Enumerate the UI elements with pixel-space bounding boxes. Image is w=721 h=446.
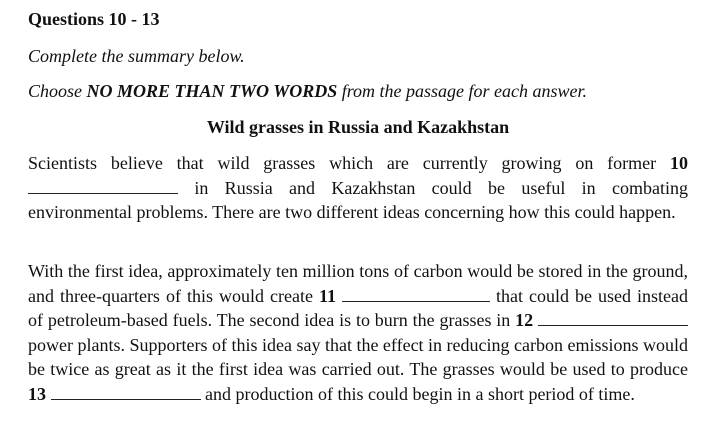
paragraph-1-text-a: Scientists believe that wild grasses which are currently growing on former <box>28 153 670 173</box>
question-number-10: 10 <box>670 153 688 173</box>
instruction-suffix: from the passage for each answer. <box>337 81 588 101</box>
instruction-prefix: Choose <box>28 81 87 101</box>
answer-blank-12[interactable] <box>538 311 688 326</box>
paragraph-2-text-d: and production of this could begin in a short period of time. <box>200 383 635 404</box>
answer-blank-10[interactable] <box>28 179 178 194</box>
answer-blank-13[interactable] <box>51 385 201 400</box>
paragraph-2-text-a: With the first idea, approximately ten million tons of carbon would be stored in the ground, and three-quarters of this would create <box>28 261 688 306</box>
summary-title: Wild grasses in Russia and Kazakhstan <box>206 117 510 137</box>
paragraph-1-text-b: in Russia and Kazakhstan could be useful in combating environmental problems. There are two different ideas concerning how this could happen. <box>28 177 688 223</box>
question-number-12: 12 <box>515 310 534 331</box>
instruction-complete: Complete the summary below. <box>28 46 245 66</box>
paragraph-2-text-c: power plants. Supporters of this idea say that the effect in reducing carbon emissions would be twice as great as it the first idea was carried out. The grasses would be used to produce <box>28 334 689 380</box>
question-number-11: 11 <box>318 285 336 306</box>
summary-paragraph-1 <box>28 151 688 225</box>
paragraph-2-text-b: that could be used instead of petroleum-based fuels. The second idea is to burn the grasses in <box>28 285 688 331</box>
instruction-word-limit <box>28 81 587 102</box>
answer-blank-11[interactable] <box>342 287 490 302</box>
question-number-13: 13 <box>28 383 46 404</box>
summary-paragraph-2 <box>28 259 688 407</box>
questions-heading: Questions 10 - 13 <box>28 9 160 29</box>
instruction-word-limit-emphasis: NO MORE THAN TWO WORDS <box>86 81 338 101</box>
